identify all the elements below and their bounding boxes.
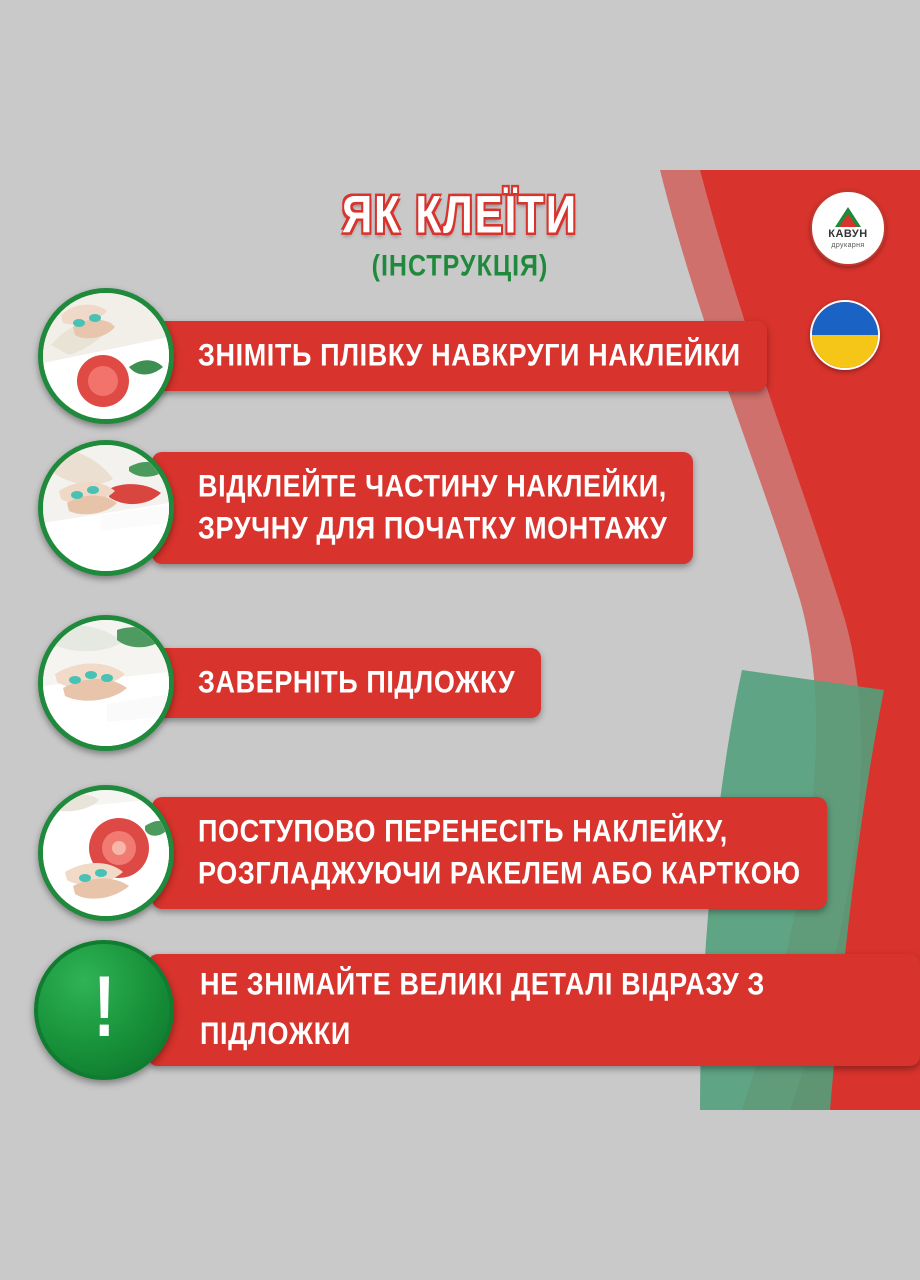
step-2-line-2: ЗРУЧНУ ДЛЯ ПОЧАТКУ МОНТАЖУ [198, 510, 668, 546]
step-3-line-1: ЗАВЕРНІТЬ ПІДЛОЖКУ [198, 664, 516, 700]
step-4-line-1: ПОСТУПОВО ПЕРЕНЕСІТЬ НАКЛЕЙКУ, [198, 813, 728, 849]
step-5-mark: ! [93, 959, 115, 1055]
step-4-line-2: РОЗГЛАДЖУЮЧИ РАКЕЛЕМ АБО КАРТКОЮ [198, 855, 801, 891]
poster-header [0, 185, 920, 283]
step-2-text [152, 452, 693, 564]
brand-tagline: друкарня [831, 242, 865, 249]
step-4-photo [38, 785, 174, 921]
instruction-step-4 [38, 785, 827, 921]
step-4-text [152, 797, 827, 909]
brand-name: КАВУН [828, 228, 868, 240]
step-2-photo [38, 440, 174, 576]
instruction-step-5 [34, 940, 920, 1080]
ukraine-flag-icon [810, 300, 880, 370]
page-subtitle: (ІНСТРУКЦІЯ) [371, 249, 549, 283]
step-1-line-1: ЗНІМІТЬ ПЛІВКУ НАВКРУГИ НАКЛЕЙКИ [198, 337, 741, 373]
step-3-text [152, 648, 541, 718]
instruction-step-3 [38, 615, 541, 751]
watermelon-slice-icon [835, 207, 861, 227]
page-title: ЯК КЛЕЇТИ [341, 185, 579, 244]
step-1-text [152, 321, 767, 391]
step-5-line-1: НЕ ЗНІМАЙТЕ ВЕЛИКІ ДЕТАЛІ ВІДРАЗУ З ПІДЛОЖКИ [200, 966, 765, 1052]
step-3-photo [38, 615, 174, 751]
step-2-line-1: ВІДКЛЕЙТЕ ЧАСТИНУ НАКЛЕЙКИ, [198, 468, 667, 504]
instruction-step-2 [38, 440, 693, 576]
instruction-step-1 [38, 288, 767, 424]
step-5-text [148, 954, 920, 1066]
brand-logo-badge [810, 190, 886, 266]
exclamation-mark-icon [34, 940, 174, 1080]
step-1-photo [38, 288, 174, 424]
